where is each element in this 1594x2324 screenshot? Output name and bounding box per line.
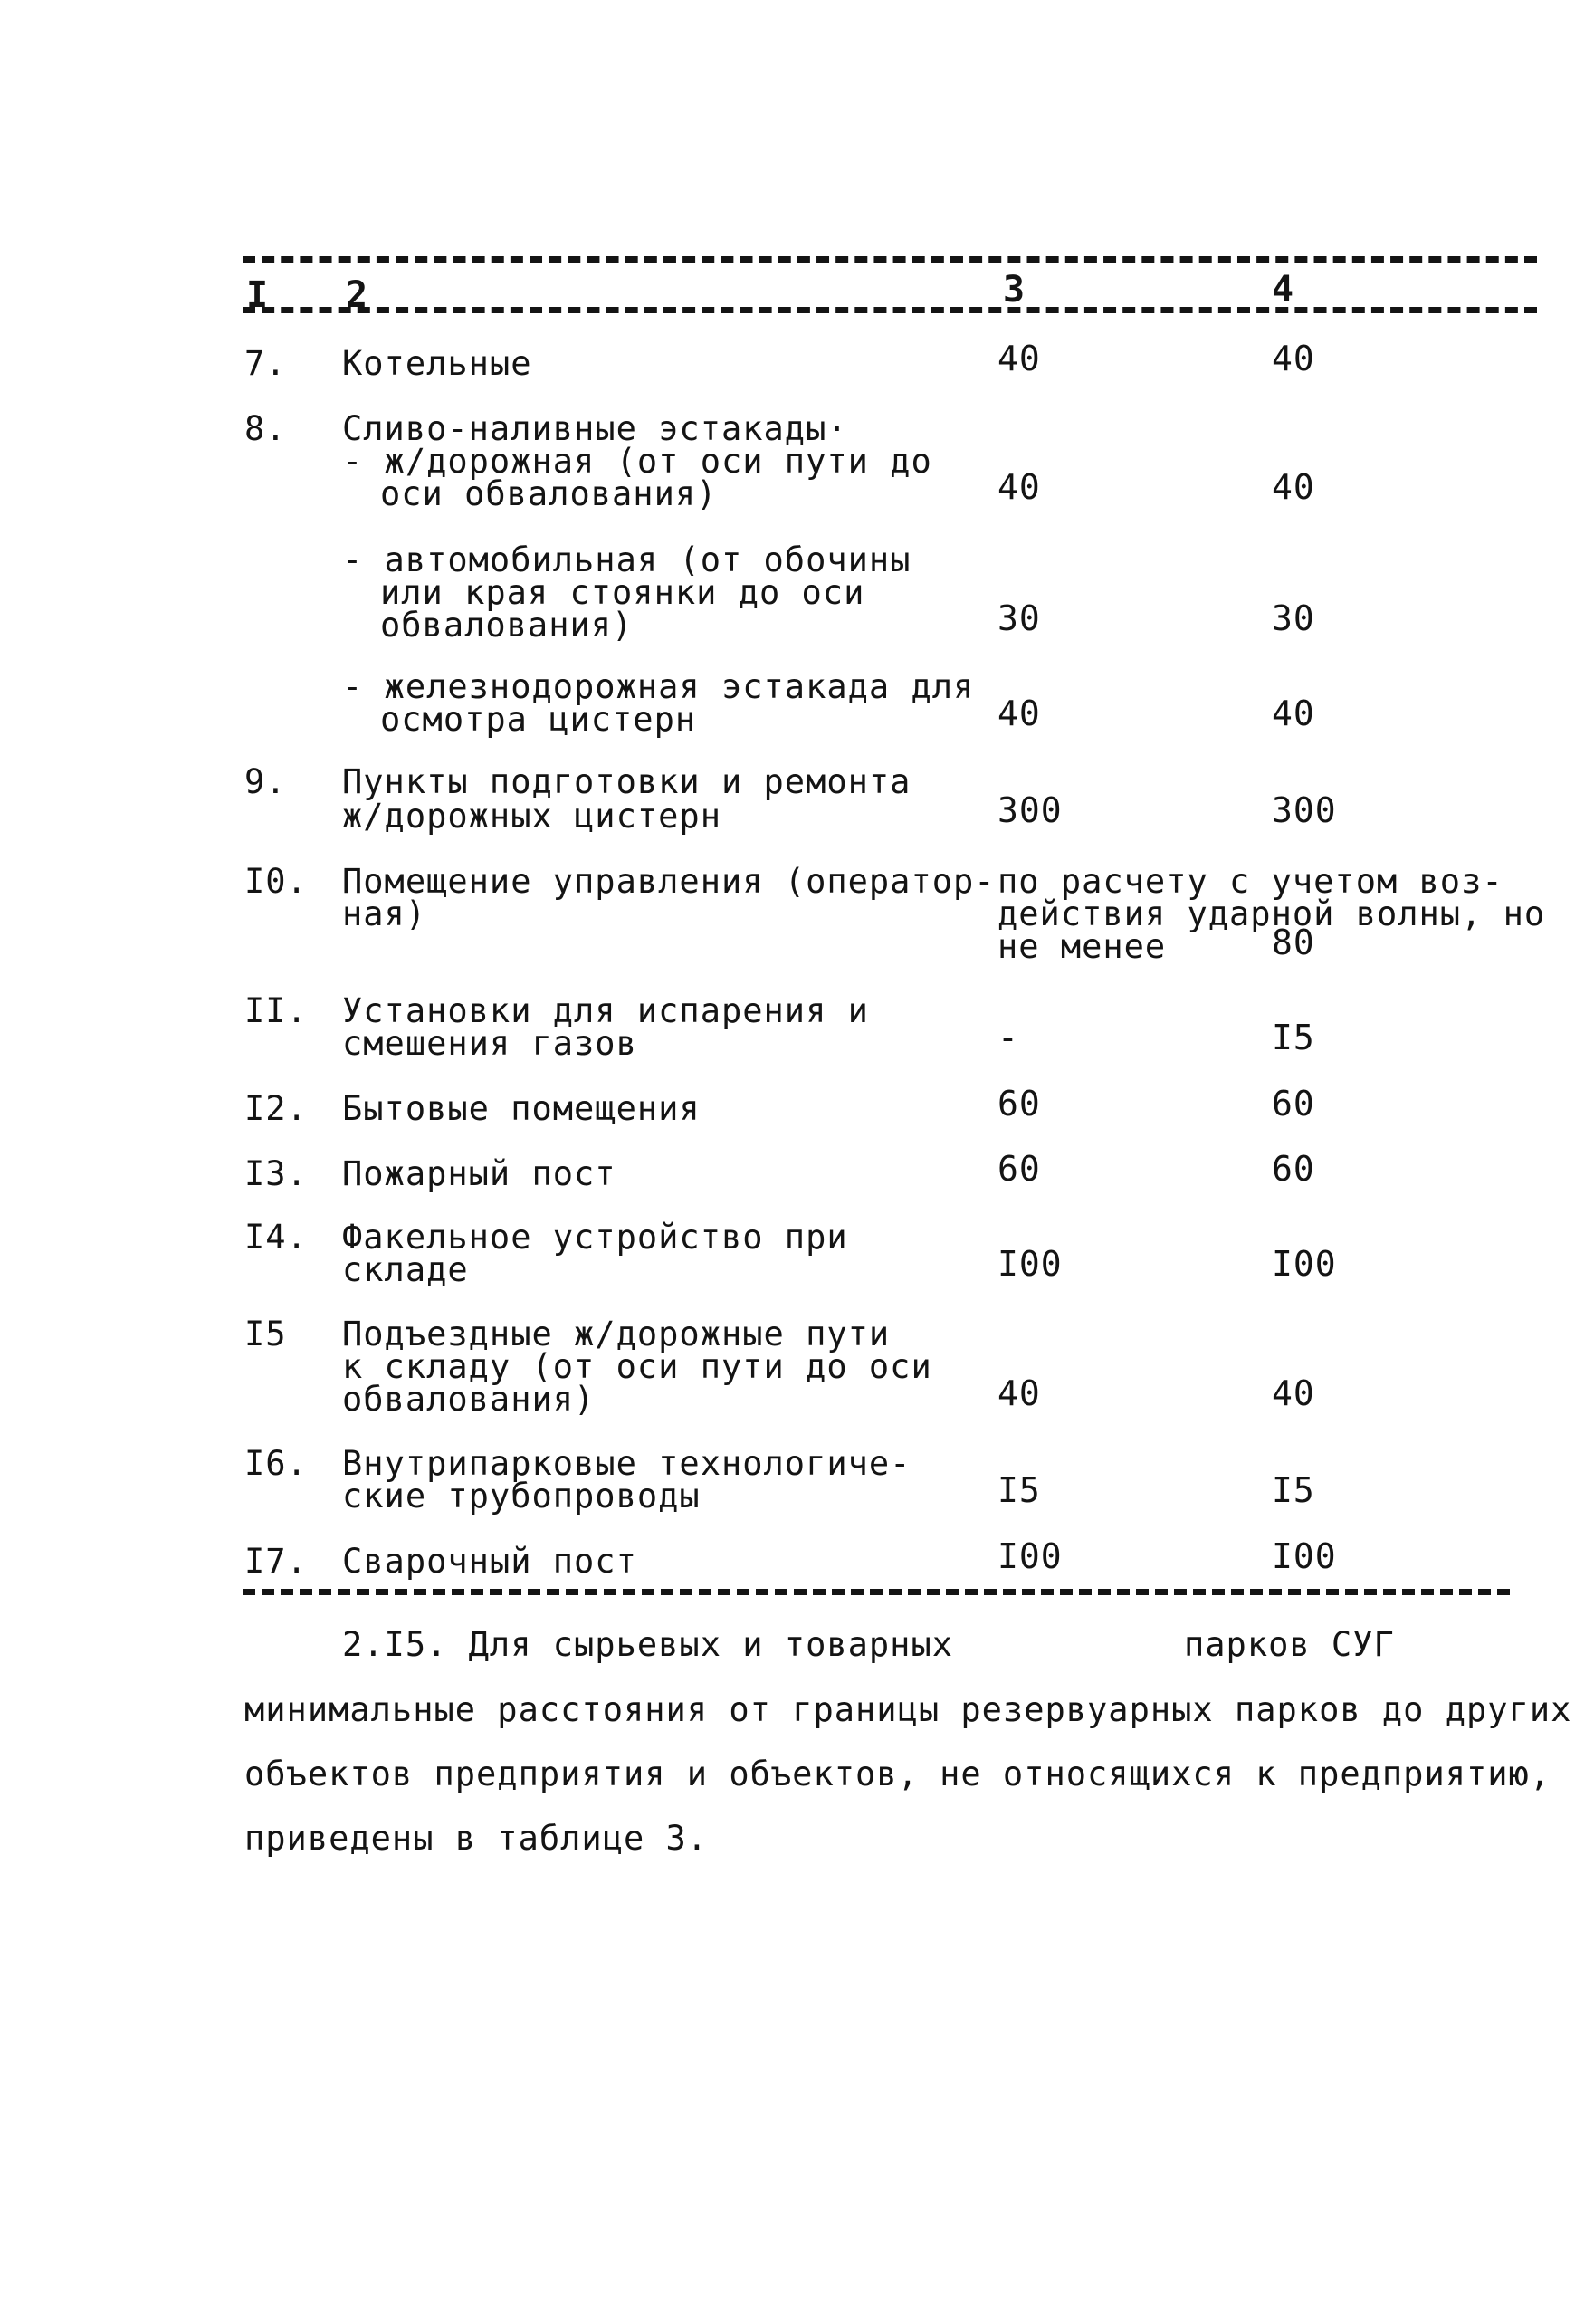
paragraph-line: 2.I5. Для сырьевых и товарных <box>342 1625 954 1664</box>
row-name: или края стоянки до оси <box>380 573 865 612</box>
row-value-col3: 40 <box>997 339 1041 378</box>
row-name: к складу (от оси пути до оси <box>342 1347 932 1386</box>
row-name: оси обвалования) <box>380 474 718 513</box>
table-top-rule <box>243 256 1537 263</box>
row-value-col4: 80 <box>1272 923 1315 962</box>
row-value-col3: 40 <box>997 1373 1041 1413</box>
row-number: I7. <box>244 1542 308 1581</box>
row-name: осмотра цистерн <box>380 700 697 739</box>
row-number: I5 <box>244 1315 287 1353</box>
row-value-col3: 40 <box>997 693 1041 733</box>
row-value-col3: I00 <box>997 1244 1063 1284</box>
row-number: I2. <box>244 1089 308 1128</box>
row-value-col4: 30 <box>1272 598 1315 638</box>
col-header-1: I <box>246 274 270 316</box>
row-name: ная) <box>342 894 427 933</box>
row-number: I6. <box>244 1444 308 1483</box>
row-name: обвалования) <box>380 606 634 645</box>
row-value-col3: - <box>997 1018 1019 1057</box>
row-name: складе <box>342 1250 469 1289</box>
row-value-col3: 300 <box>997 790 1063 830</box>
row-name: Пожарный пост <box>342 1154 616 1193</box>
table-bottom-rule <box>243 1589 1510 1595</box>
row-value-col3: I5 <box>997 1470 1041 1510</box>
paragraph-line: минимальные расстояния от границы резервуарных парков до других <box>244 1690 1572 1729</box>
row-name: Помещение управления (оператор- <box>342 862 996 901</box>
row-value-col4: 40 <box>1272 693 1315 733</box>
row-name: Внутрипарковые технологиче- <box>342 1444 912 1483</box>
row-value-col4: 40 <box>1272 339 1315 378</box>
row-value-col3: 40 <box>997 467 1041 507</box>
row-name: обвалования) <box>342 1380 596 1419</box>
row-name: Установки для испарения и <box>342 991 869 1030</box>
row-number: I4. <box>244 1218 308 1257</box>
row-name: - автомобильная (от обочины <box>342 540 912 579</box>
row-name: смешения газов <box>342 1024 637 1063</box>
row-name: ж/дорожных цистерн <box>342 797 721 836</box>
row-name: Пункты подготовки и ремонта <box>342 762 912 801</box>
row-number: I0. <box>244 862 308 901</box>
row-value-col4: I00 <box>1272 1536 1337 1576</box>
row-value-col3: 60 <box>997 1084 1041 1124</box>
row-number: II. <box>244 991 308 1030</box>
row-value-col4: I5 <box>1272 1018 1315 1057</box>
row-name: ские трубопроводы <box>342 1477 701 1516</box>
paragraph-line: приведены в таблице 3. <box>244 1819 709 1858</box>
header-underline-rule <box>243 307 1537 313</box>
row-value-col3: 30 <box>997 598 1041 638</box>
row-value-col4: 40 <box>1272 467 1315 507</box>
row-number: 7. <box>244 344 287 383</box>
paragraph-line: парков СУГ <box>1184 1625 1395 1664</box>
col-header-3: 3 <box>1003 269 1026 311</box>
col-header-4: 4 <box>1272 269 1295 311</box>
row-value-col3-note: действия ударной волны, но <box>997 894 1546 933</box>
row-value-col4: 60 <box>1272 1084 1315 1124</box>
row-value-col3-note: не менее <box>997 927 1167 966</box>
row-value-col4: 300 <box>1272 790 1337 830</box>
row-value-col3-note: по расчету с учетом воз- <box>997 862 1503 901</box>
row-name: Бытовые помещения <box>342 1089 701 1128</box>
row-name: Котельные <box>342 344 532 383</box>
row-value-col4: I00 <box>1272 1244 1337 1284</box>
row-name: Подъездные ж/дорожные пути <box>342 1315 891 1353</box>
row-name: - ж/дорожная (от оси пути до <box>342 442 932 481</box>
row-value-col3: 60 <box>997 1149 1041 1189</box>
row-name: Сварочный пост <box>342 1542 637 1581</box>
paragraph-line: объектов предприятия и объектов, не относящихся к предприятию, <box>244 1755 1551 1793</box>
row-number: I3. <box>244 1154 308 1193</box>
row-value-col3: I00 <box>997 1536 1063 1576</box>
row-value-col4: 60 <box>1272 1149 1315 1189</box>
row-name: Факельное устройство при <box>342 1218 848 1257</box>
row-name: - железнодорожная эстакада для <box>342 667 975 706</box>
row-number: 8. <box>244 409 287 448</box>
row-name: Сливо-наливные эстакады· <box>342 409 848 448</box>
col-header-2: 2 <box>346 274 369 316</box>
row-number: 9. <box>244 762 287 801</box>
row-value-col4: 40 <box>1272 1373 1315 1413</box>
row-value-col4: I5 <box>1272 1470 1315 1510</box>
